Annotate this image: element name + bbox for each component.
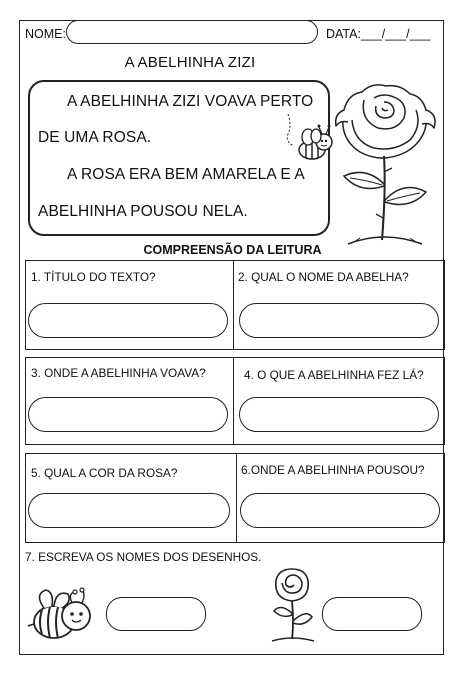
- section-title: COMPREENSÃO DA LEITURA: [143, 243, 322, 257]
- story-line-2: DE UMA ROSA.: [38, 129, 152, 146]
- question-1: 1. TÍTULO DO TEXTO?: [31, 270, 156, 284]
- answer-1-field[interactable]: [28, 303, 228, 338]
- rose-icon: [330, 80, 442, 250]
- answer-3-field[interactable]: [28, 397, 228, 432]
- question-3: 3. ONDE A ABELHINHA VOAVA?: [31, 366, 206, 380]
- question-divider: [233, 260, 234, 350]
- question-2: 2. QUAL O NOME DA ABELHA?: [238, 270, 409, 284]
- answer-2-field[interactable]: [239, 303, 439, 338]
- drawing-task-label: 7. ESCREVA OS NOMES DOS DESENHOS.: [25, 550, 262, 564]
- question-6: 6.ONDE A ABELHINHA POUSOU?: [241, 463, 425, 477]
- date-field[interactable]: DATA:___/___/___: [326, 27, 431, 41]
- bee-icon: [286, 112, 336, 168]
- question-5: 5. QUAL A COR DA ROSA?: [31, 466, 178, 480]
- question-divider: [233, 357, 234, 445]
- answer-4-field[interactable]: [239, 397, 439, 432]
- bee-name-field[interactable]: [106, 597, 206, 631]
- answer-5-field[interactable]: [28, 493, 230, 528]
- name-input[interactable]: [66, 20, 318, 44]
- name-label: NOME:: [25, 27, 66, 41]
- rose-name-field[interactable]: [322, 597, 422, 631]
- bee-icon: [30, 586, 96, 642]
- story-title: A ABELHINHA ZIZI: [124, 54, 256, 71]
- question-divider: [236, 453, 237, 543]
- rose-icon: [268, 565, 318, 647]
- story-line-3: A ROSA ERA BEM AMARELA E A: [67, 166, 305, 183]
- answer-6-field[interactable]: [240, 493, 440, 528]
- story-line-1: A ABELHINHA ZIZI VOAVA PERTO: [67, 93, 314, 110]
- question-4: 4. O QUE A ABELHINHA FEZ LÁ?: [244, 368, 424, 382]
- story-line-4: ABELHINHA POUSOU NELA.: [38, 203, 248, 220]
